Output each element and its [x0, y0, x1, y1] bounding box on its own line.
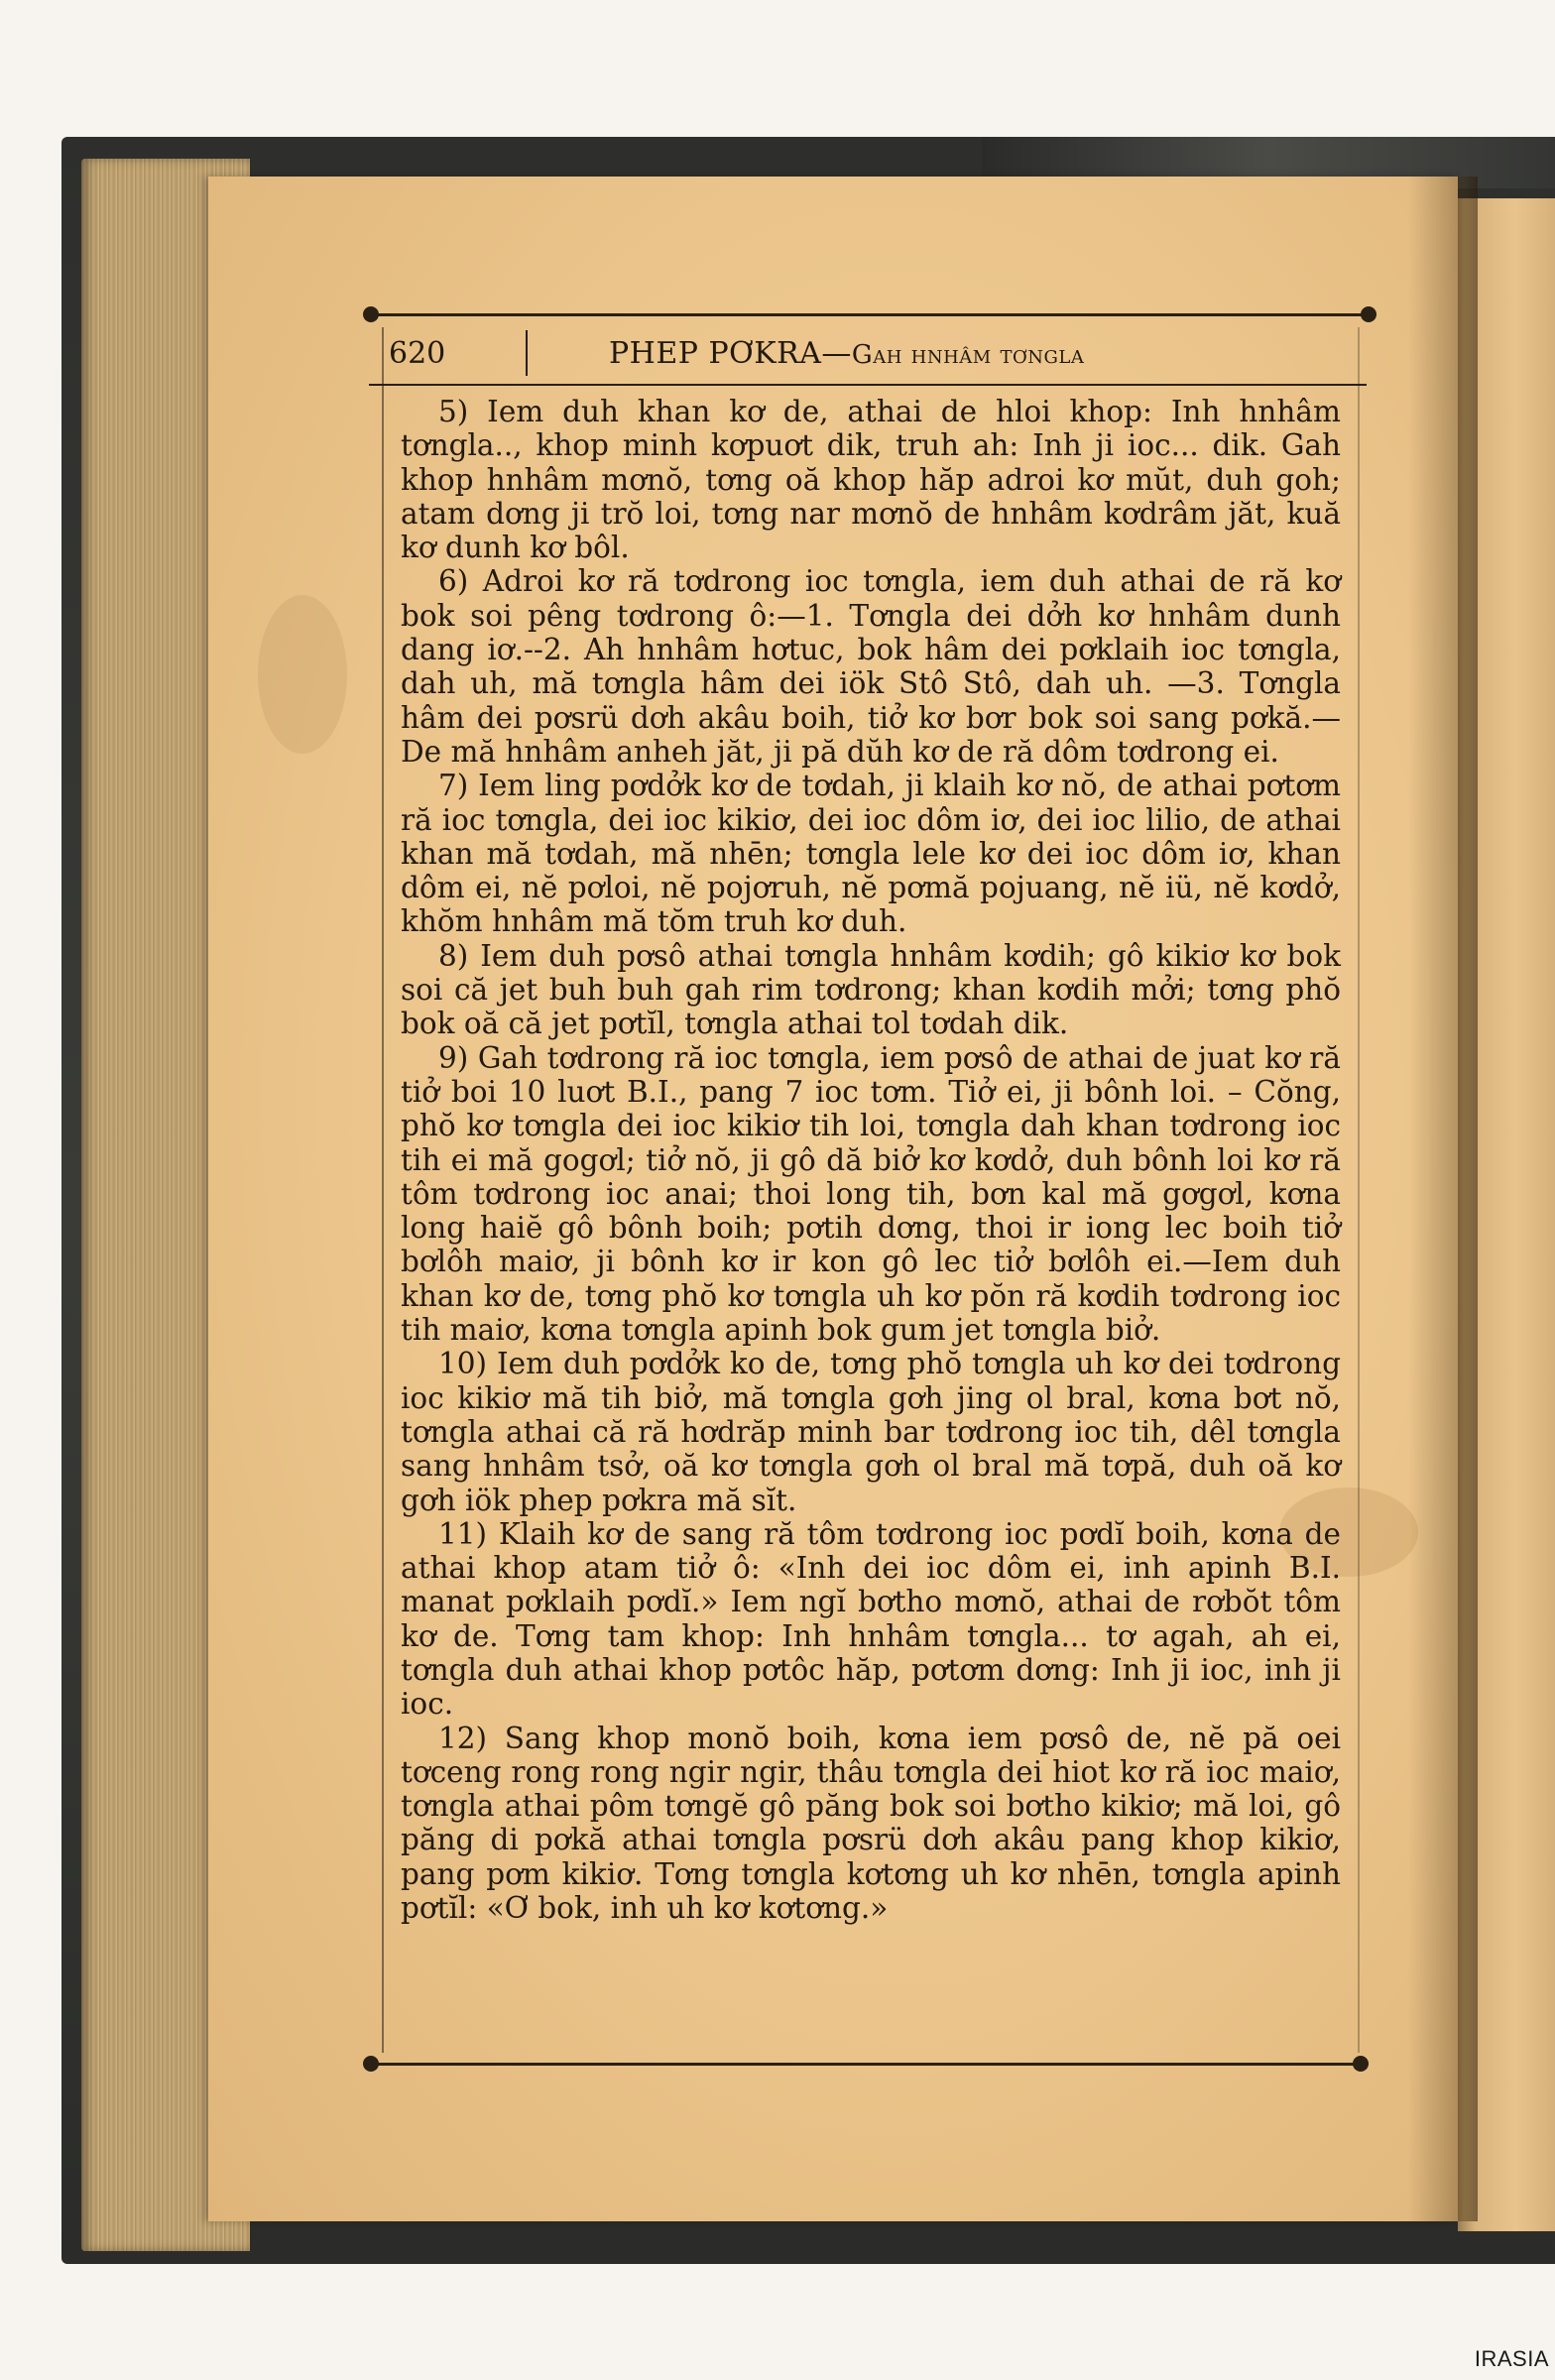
- paragraph-5: 5) Iem duh khan kơ de, athai de hloi khop: Inh hnhâm tơngla.., khop minh kơpuơt dik, truh ah: Inh ji ioc... dik. Gah khop hnhâm mơnŏ, tơng oă khop hăp adroi kơ mŭt, duh goh; atam dơng ji trŏ loi, tơng nar mơnŏ de hnhâm kơdrâm jăt, kuă kơ dunh kơ bôl.: [401, 395, 1341, 565]
- running-title-main: PHEP PƠKRA—: [609, 336, 852, 371]
- frame-top-rule: [369, 313, 1367, 316]
- frame-right-rule: [1358, 327, 1360, 2053]
- paragraph-7: 7) Iem ling pơdởk kơ de tơdah, ji klaih kơ nŏ, de athai pơtơm ră ioc tơngla, dei ioc kikiơ, dei ioc dôm iơ, dei ioc lilio, de athai khan mă tơdah, mă nhēn; tơngla lele kơ dei ioc dôm iơ, khan dôm ei, nĕ pơloi, nĕ pojơruh, nĕ pơmă pojuang, nĕ iü, nĕ kơdở, khŏm hnhâm mă tŏm truh kơ duh.: [401, 769, 1341, 939]
- frame-bottom-rule: [369, 2063, 1361, 2066]
- paragraph-9: 9) Gah tơdrong ră ioc tơngla, iem pơsô de athai de juat kơ ră tiở boi 10 luơt B.I., pang 7 ioc tơm. Tiở ei, ji bônh loi. – Cŏng, phŏ kơ tơngla dei ioc kikiơ tih loi, tơngla dah khan tơdrong ioc tih ei mă gogơl; tiở nŏ, ji gô dă biở kơ kơdở, duh bônh loi kơ ră tôm tơdrong ioc anai; thoi long tih, bơn kal mă gơgơl, kơna long haiĕ gô bônh boih; pơtih dơng, thoi ir iong lec boih tiở bơlôh maiơ, ji bônh kơ ir kon gô lec tiở bơlôh ei.—Iem duh khan kơ de, tơng phŏ kơ tơngla uh kơ pŏn ră kơdih tơdrong ioc tih maiơ, kơna tơngla apinh bok gum jet tơngla biở.: [401, 1040, 1341, 1348]
- paper-stain: [258, 595, 347, 754]
- page-header: [389, 334, 1341, 380]
- running-title: [609, 334, 1084, 375]
- paragraph-6: 6) Adroi kơ ră tơdrong ioc tơngla, iem duh athai de ră kơ bok soi pêng tơdrong ô:—1. Tơngla dei dởh kơ hnhâm dunh dang iơ.--2. Ah hnhâm hơtuc, bok hâm dei pơklaih ioc tơngla, dah uh, mă tơngla hâm dei iök Stô Stô, dah uh. —3. Tơngla hâm dei pơsrü dơh akâu boih, tiở kơ bơr bok soi sang pơkă.—De mă hnhâm anheh jăt, ji pă dŭh kơ de ră dôm tơdrong ei.: [401, 564, 1341, 769]
- frame-ornament-top-right: [1361, 306, 1376, 322]
- gutter-shadow: [1408, 177, 1478, 2221]
- body-text: [401, 395, 1341, 1925]
- paragraph-10: 10) Iem duh pơdởk ko de, tơng phŏ tơngla uh kơ dei tơdrong ioc kikiơ mă tih biở, mă tơngla gơh jing ol bral, kơna bơt nŏ, tơngla athai că ră hơdrăp minh bar tơdrong ioc tih, dêl tơngla sang hnhâm tsở, oă kơ tơngla gơh ol bral mă tơpă, duh oă kơ gơh iök phep pơkra mă sĭt.: [401, 1347, 1341, 1517]
- paragraph-8: 8) Iem duh pơsô athai tơngla hnhâm kơdih; gô kikiơ kơ bok soi că jet buh buh gah rim tơdrong; khan kơdih mởi; tơng phŏ bok oă că jet pơtĭl, tơngla athai tol tơdah dik.: [401, 938, 1341, 1041]
- running-title-subtitle: Gah hnhâm tơngla: [851, 340, 1085, 370]
- frame-ornament-bottom-left: [363, 2056, 379, 2072]
- watermark: IRASIA: [1474, 2346, 1549, 2371]
- paragraph-11: 11) Klaih kơ de sang ră tôm tơdrong ioc pơdĭ boih, kơna de athai khop atam tiở ô: «Inh dei ioc dôm ei, inh apinh B.I. manat pơklaih pơdĭ.» Iem ngĭ bơtho mơnŏ, athai de rơbŏt tôm kơ de. Tơng tam khop: Inh hnhâm tơngla... tơ agah, ah ei, tơngla duh athai khop pơtôc hăp, pơtơm dơng: Inh ji ioc, inh ji ioc.: [401, 1516, 1341, 1722]
- frame-left-rule: [382, 327, 384, 2053]
- page-number: 620: [389, 336, 446, 371]
- frame-ornament-bottom-right: [1353, 2056, 1369, 2072]
- header-divider: [526, 330, 528, 376]
- frame-ornament-top-left: [363, 306, 379, 322]
- paragraph-12: 12) Sang khop monŏ boih, kơna iem pơsô de, nĕ pă oei tơceng rong rong ngir ngir, thâu tơngla dei hiot kơ ră ioc maiơ, tơngla athai pôm tơngĕ gô păng bok soi bơtho kikiơ; mă loi, gô păng di pơkă athai tơngla pơsrü dơh akâu pang khop kikiơ, pang pơm kikiơ. Tơng tơngla kơtơng uh kơ nhēn, tơngla apinh pơtĭl: «Ơ bok, inh uh kơ kơtơng.»: [401, 1721, 1341, 1926]
- frame-header-rule: [369, 384, 1367, 386]
